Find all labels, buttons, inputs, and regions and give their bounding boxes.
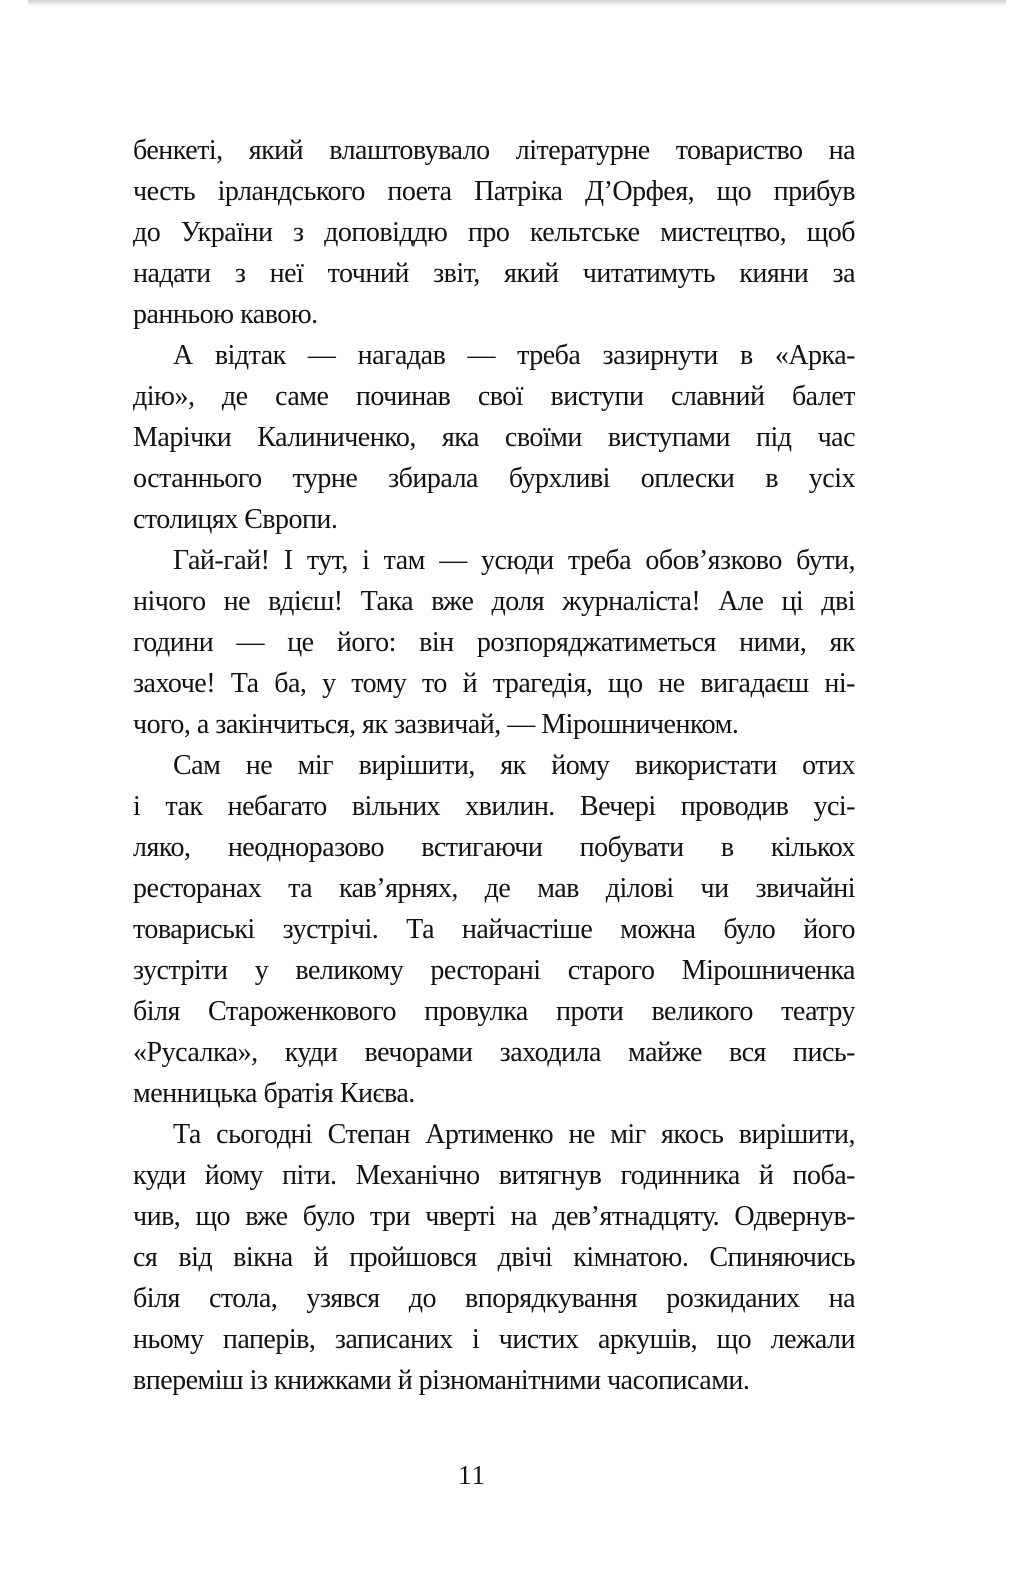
- text-line: захоче! Та ба, у тому то й трагедія, що не вигадаєш ні-: [133, 668, 855, 699]
- scan-artifact: [28, 0, 1006, 7]
- text-line: товариські зустрічі. Та найчастіше можна було його: [133, 914, 855, 945]
- text-line: «Русалка», куди вечорами заходила майже вся пись-: [133, 1037, 855, 1068]
- text-line: біля стола, узявся до впорядкування розкиданих на: [133, 1283, 855, 1314]
- text-line: дію», де саме починав свої виступи славний балет: [133, 381, 855, 412]
- text-line: зустріти у великому ресторані старого Мірошниченка: [133, 955, 855, 986]
- text-line: ляко, неодноразово встигаючи побувати в кількох: [133, 832, 855, 863]
- text-line: чив, що вже було три чверті на дев’ятнадцяту. Одвернув-: [133, 1201, 855, 1232]
- text-line: ся від вікна й пройшовся двічі кімнатою. Спиняючись: [133, 1242, 855, 1273]
- page-number: 11: [458, 1460, 486, 1490]
- text-line: ранньою кавою.: [133, 299, 318, 330]
- text-line: честь ірландського поета Патріка Д’Орфея, що прибув: [133, 176, 855, 207]
- text-line: ньому паперів, записаних і чистих аркушів, що лежали: [133, 1324, 855, 1355]
- text-line: Марічки Калиниченко, яка своїми виступами під час: [133, 422, 855, 453]
- body-text: [133, 130, 855, 1401]
- paragraph: [133, 540, 855, 745]
- text-line: ресторанах та кав’ярнях, де мав ділові чи звичайні: [133, 873, 855, 904]
- text-line: до України з доповіддю про кельтське мистецтво, щоб: [133, 217, 855, 248]
- text-line: нічого не вдієш! Така вже доля журналіста! Але ці дві: [133, 586, 855, 617]
- text-line: бенкеті, який влаштовувало літературне товариство на: [133, 135, 855, 166]
- text-line: столицях Європи.: [133, 504, 338, 535]
- paragraph: [133, 130, 855, 335]
- text-line: менницька братія Києва.: [133, 1078, 415, 1109]
- text-line: години — це його: він розпоряджатиметься ними, як: [133, 627, 855, 658]
- text-line: біля Староженкового провулка проти великого театру: [133, 996, 855, 1027]
- text-line: і так небагато вільних хвилин. Вечері проводив усі-: [133, 791, 855, 822]
- text-line: А відтак — нагадав — треба зазирнути в «Арка-: [173, 340, 855, 371]
- paragraph: [133, 745, 855, 1114]
- paragraph: [133, 1114, 855, 1401]
- text-line: куди йому піти. Механічно витягнув годинника й поба-: [133, 1160, 855, 1191]
- text-line: Сам не міг вирішити, як йому використати отих: [173, 750, 855, 781]
- text-line: останнього турне збирала бурхливі оплески в усіх: [133, 463, 855, 494]
- text-line: Та сьогодні Степан Артименко не міг якось вирішити,: [173, 1119, 855, 1150]
- text-line: чого, а закінчиться, як зазвичай, — Мірошниченком.: [133, 709, 739, 740]
- text-line: Гай-гай! І тут, і там — усюди треба обов’язково бути,: [173, 545, 855, 576]
- paragraph: [133, 335, 855, 540]
- text-line: надати з неї точний звіт, який читатимуть кияни за: [133, 258, 855, 289]
- text-line: впереміш із книжками й різноманітними часописами.: [133, 1365, 750, 1396]
